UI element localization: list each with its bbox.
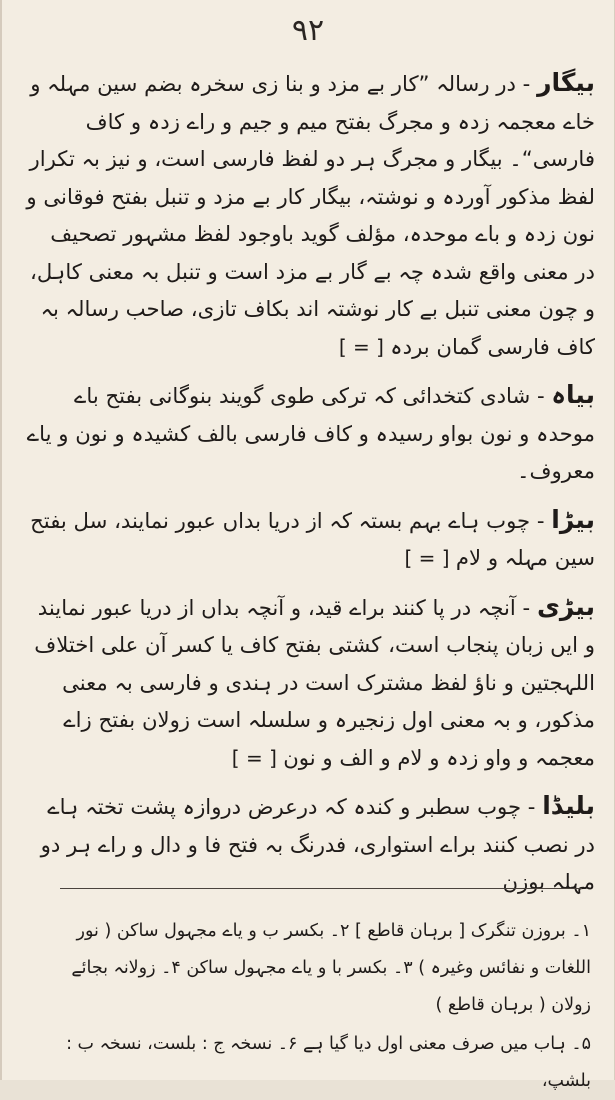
- headword: بیڑی: [536, 591, 595, 621]
- entry-text: - آنچہ در پا کنند براے قید، و آنچہ بداں از دریا عبور نمایند و ایں زبان پنجاب است، کشتی بفتح کاف یا کسر آن علی اختلاف اللہجتین و ناؤ لفظ مشترک است در ہندی و فارسی بہ معنی مذکور، و بہ معنی اول زنجیرہ و سلسلہ است زولان بفتح زاے معجمہ و واو زدہ و لام و الف و نون: [34, 594, 595, 770]
- headword: بیاہ: [551, 380, 595, 409]
- entry-text: - در رسالہ ”کار بے مزد و بنا زی سخرہ بضم سین مہلہ و خاے معجمہ زدہ و مجرگ بفتح میم و جیم و راے زدہ و کاف فارسی“۔ بیگار و مجرگ ہر دو لفظ فارسی است، و نیز بہ تکرار لفظ مذکور آوردہ و نوشتہ، بیگار کار بے مزد و تنبل بفتح فوقانی و نون زدہ و باے موحدہ، مؤلف گوید باوجود لفظ مشہور تصحیف در معنی واقع شدہ چہ بے گار بے مزد است و تنبل بہ معنی کاہل، و چون معنی تنبل بے کار نوشتہ اند بکاف تازی، صاحب رسالہ بہ کاف فارسی گمان بردہ: [26, 71, 595, 359]
- footnote-line: ۱۔ بروزن تنگرک [ برہان قاطع ] ۲۔ بکسر ب و یاے مجہول ساکن ( نور اللغات و نفائس وغیرہ ) ۳۔ بکسر با و یاے مجہول ساکن ۴۔ زولانہ بجائے زولان ( برہان قاطع ): [71, 921, 591, 1015]
- entry-marker: [ = ]: [231, 745, 284, 770]
- entry-text: - چوب ہاے بہم بستہ کہ از دریا بداں عبور نمایند، سل بفتح سین مہلہ و لام: [30, 507, 595, 570]
- entry-text: - چوب سطبر و کندہ کہ درعرض دروازہ پشت تختہ ہاے در نصب کنند براے استواری، فدرنگ بہ فتح فا و دال و راے ہر دو مہلہ بوزن: [40, 794, 595, 894]
- entry-marker: [ = ]: [404, 546, 456, 570]
- headword: بلیڈا: [542, 791, 595, 820]
- dictionary-entry: [24, 376, 595, 491]
- dictionary-entry: [24, 501, 595, 578]
- entry-marker: [ = ]: [338, 334, 391, 359]
- main-text: [24, 64, 595, 894]
- dictionary-entry: [24, 787, 595, 902]
- headword: بیڑا: [551, 504, 595, 534]
- dictionary-entry: [24, 588, 595, 778]
- dictionary-entry: [24, 64, 595, 366]
- page-number: ۹۲: [291, 13, 325, 48]
- headword: بیگار: [537, 68, 595, 97]
- footnote-line: ۵۔ ہاب میں صرف معنی اول دیا گیا ہے ۶۔ نسخہ ج : بلست، نسخہ ب : بلشپ،: [66, 1034, 591, 1091]
- entry-text: - شادی کتخدائی کہ ترکی طوی گویند بنوگانی بفتح باے موحدہ و نون بواو رسیدہ و کاف فارسی بالف کشیدہ و نون و یاے معروف۔: [26, 383, 595, 483]
- footnotes: [28, 913, 591, 1100]
- footnote-separator: [60, 888, 582, 889]
